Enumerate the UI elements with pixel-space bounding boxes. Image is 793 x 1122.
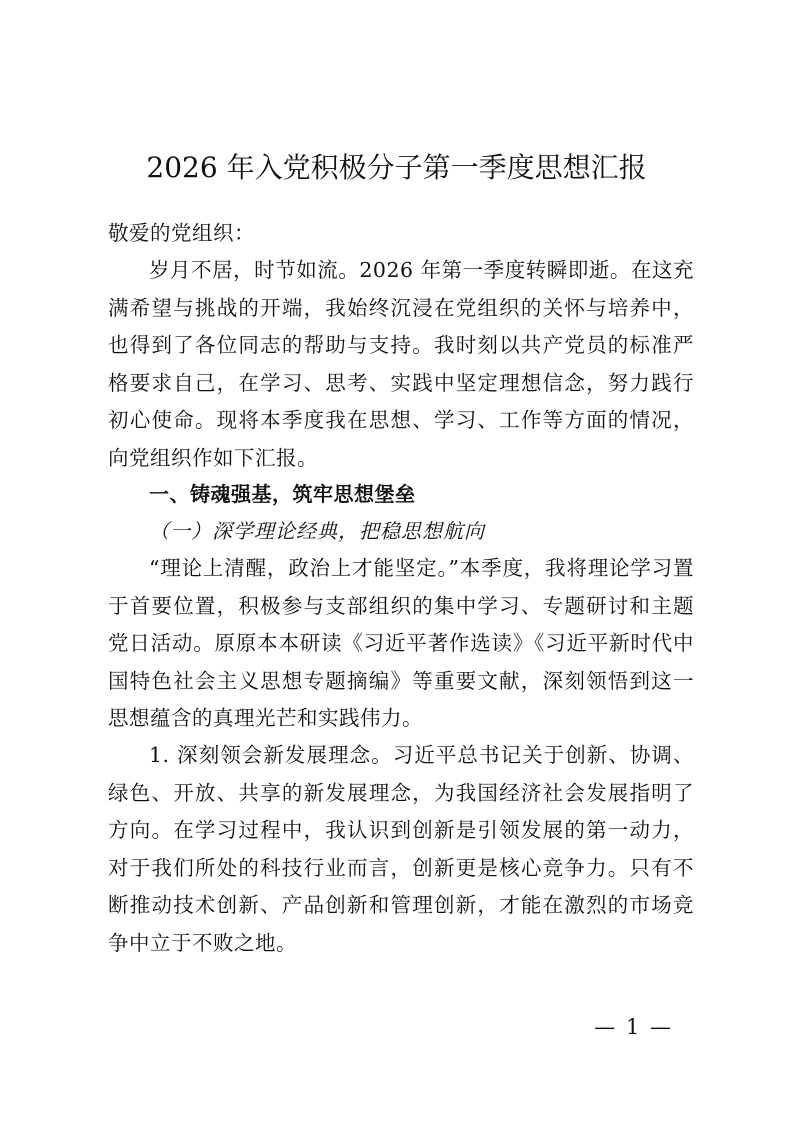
paragraph-intro: 岁月不居，时节如流。2026 年第一季度转瞬即逝。在这充满希望与挑战的开端，我始终沉浸在党组织的关怀与培养中，也得到了各位同志的帮助与支持。我时刻以共产党员的标准严格要求自己，在学习、思考、实践中坚定理想信念，努力践行初心使命。现将本季度我在思想、学习、工作等方面的情况，向党组织作如下汇报。: [108, 258, 694, 470]
document-title: 2026 年入党积极分子第一季度思想汇报: [146, 151, 647, 184]
salutation: 敬爱的党组织：: [108, 221, 255, 245]
page-number: — 1 —: [594, 1015, 673, 1039]
paragraph-point-1: 1. 深刻领会新发展理念。习近平总书记关于创新、协调、绿色、开放、共享的新发展理念，为我国经济社会发展指明了方向。在学习过程中，我认识到创新是引领发展的第一动力，对于我们所处的科技行业而言，创新更是核心竞争力。只有不断推动技术创新、产品创新和管理创新，才能在激烈的市场竞争中立于不败之地。: [108, 743, 694, 955]
section-heading-1: 一、铸魂强基，筑牢思想堡垒: [149, 482, 416, 506]
paragraph-theory: “理论上清醒，政治上才能坚定。”本季度，我将理论学习置于首要位置，积极参与支部组织的集中学习、专题研讨和主题党日活动。原原本本研读《习近平著作选读》《习近平新时代中国特色社会主义思想专题摘编》等重要文献，深刻领悟到这一思想蕴含的真理光芒和实践伟力。: [108, 556, 694, 731]
subsection-heading-1-1: （一）深学理论经典，把稳思想航向: [149, 519, 485, 543]
